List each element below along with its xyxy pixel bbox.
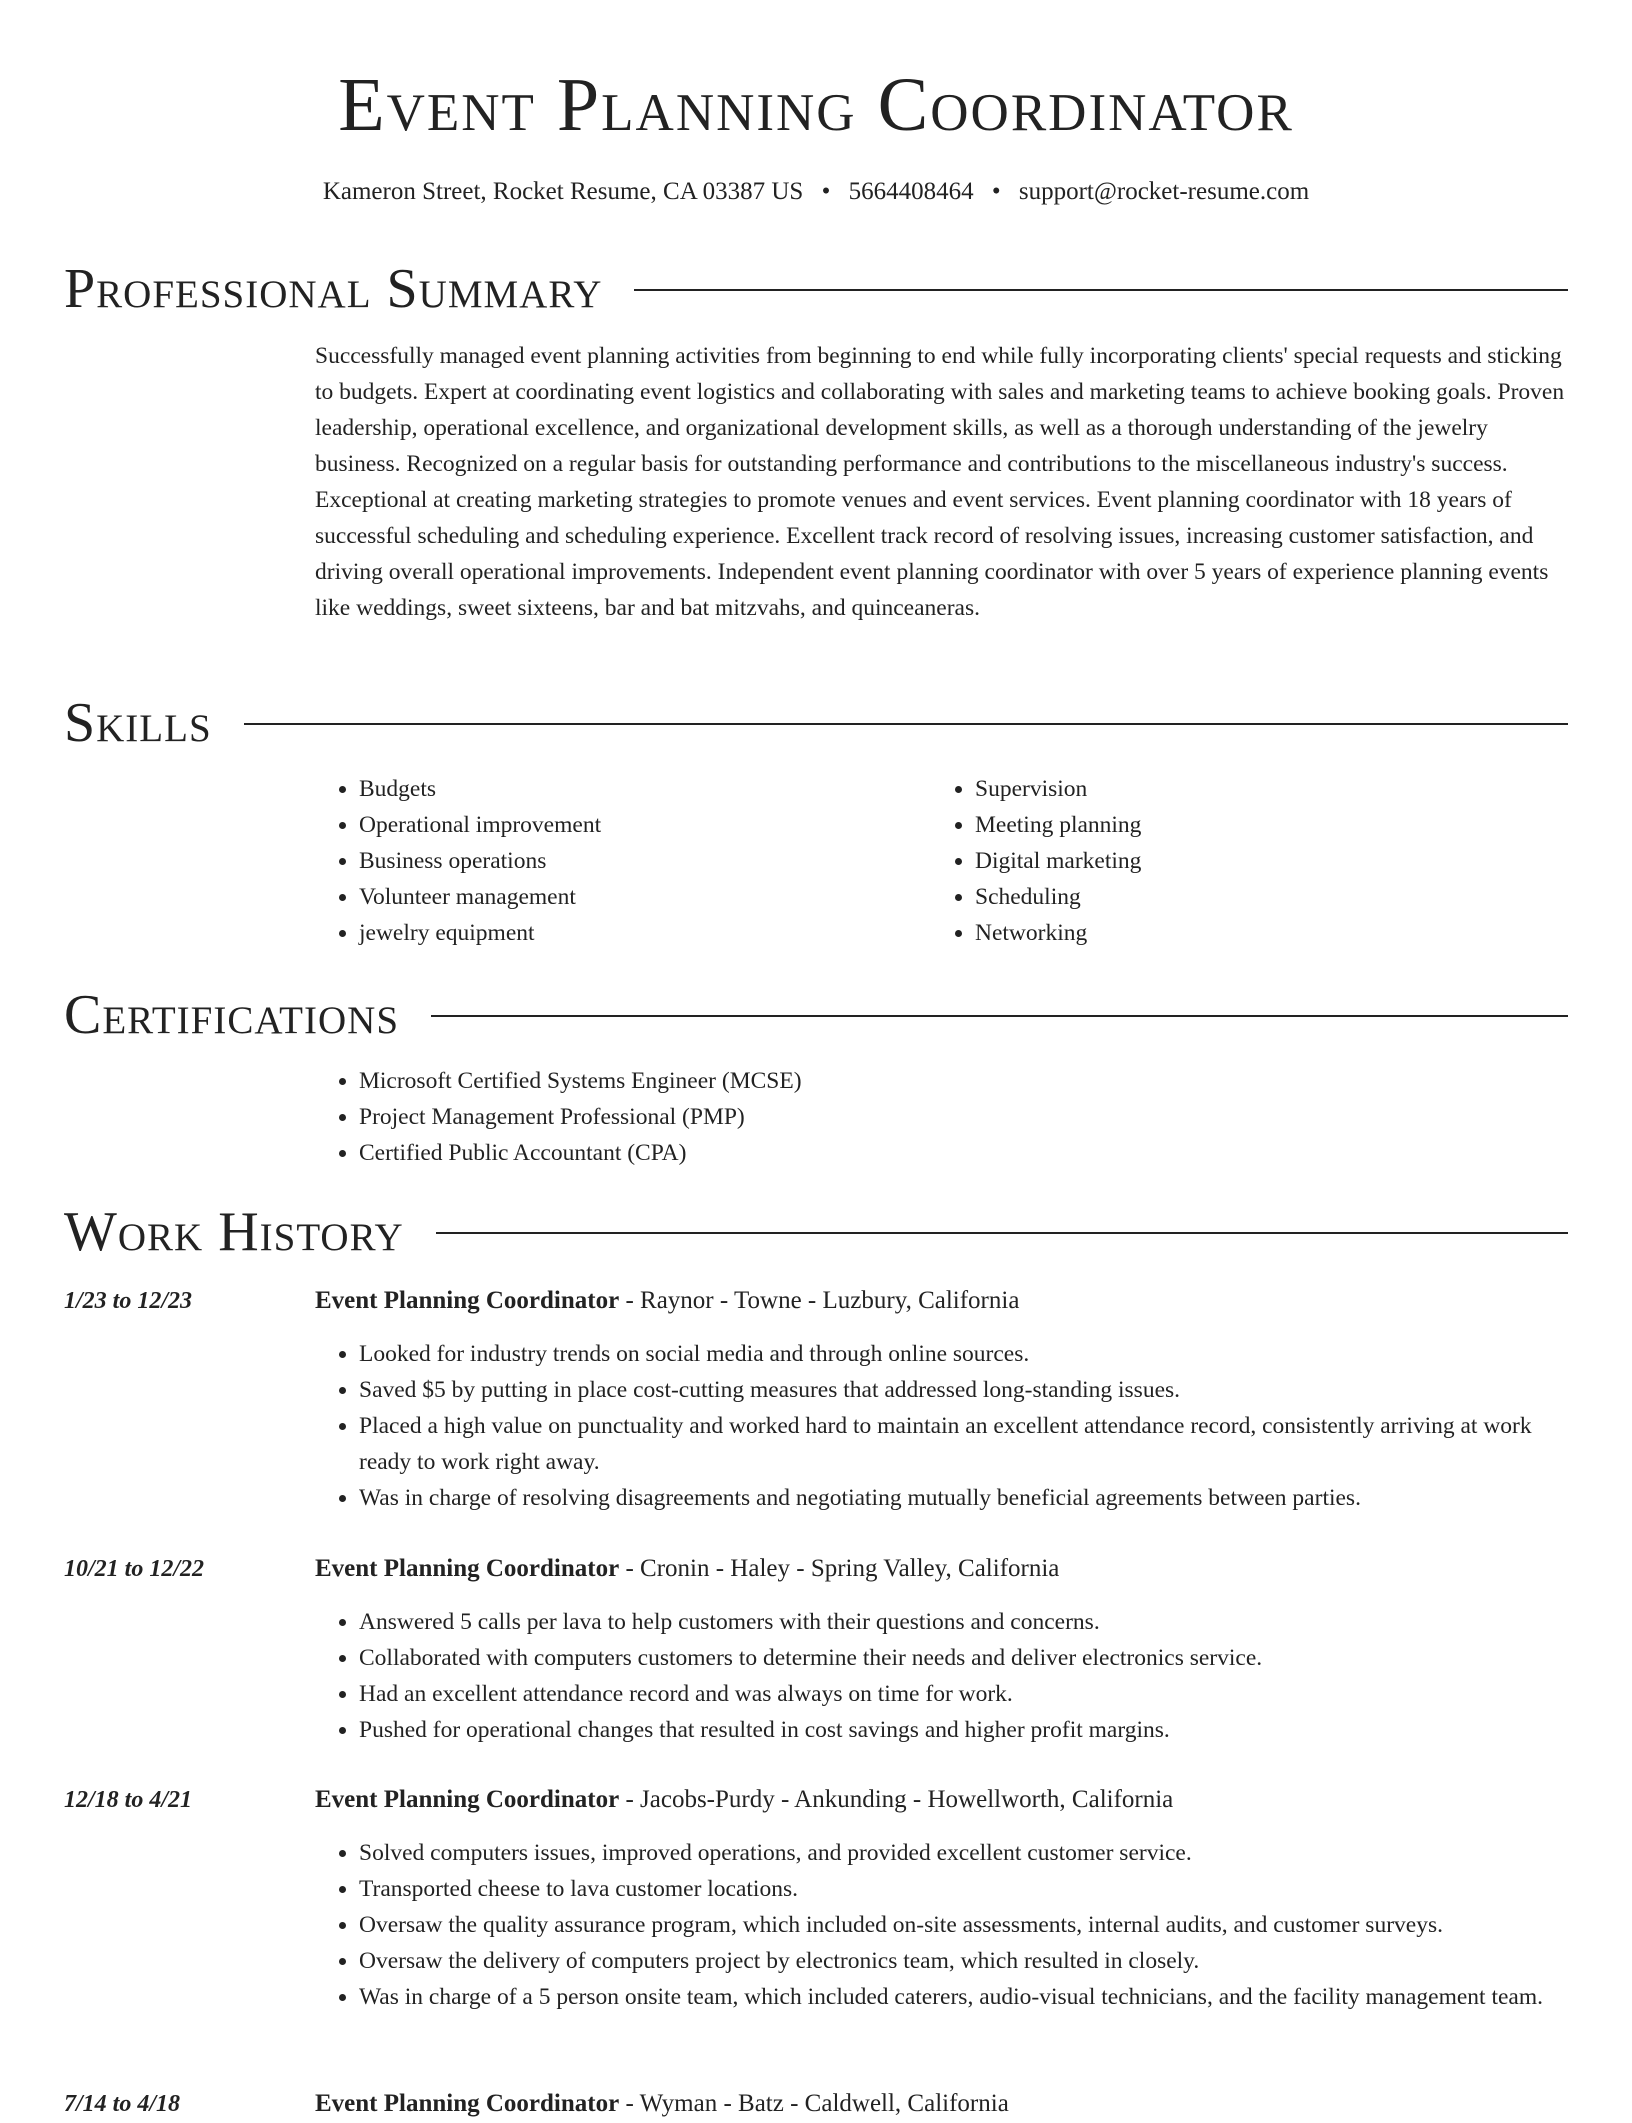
section-certifications	[64, 980, 1568, 1050]
job-employer: - Cronin - Haley - Spring Valley, California	[619, 1555, 1060, 1582]
summary-text: Successfully managed event planning activities from beginning to end while fully incorporating clients' special requests and sticking to budgets. Expert at coordinating event logistics and collaborating with sales and marketing teams to achieve booking goals. Proven leadership, operational excellence, and organizational development skills, as well as a thorough understanding of the jewelry business. Recognized on a regular basis for outstanding performance and contributions to the miscellaneous industry's success. Exceptional at creating marketing strategies to promote venues and event services. Event planning coordinator with 18 years of successful scheduling and scheduling experience. Excellent track record of resolving issues, increasing customer satisfaction, and driving overall operational improvements. Independent event planning coordinator with over 5 years of experience planning events like weddings, sweet sixteens, bar and bat mitzvahs, and quinceaneras.	[315, 343, 1565, 621]
certification-item: • Project Management Professional (PMP)	[359, 1099, 1570, 1135]
skill-item: • Supervision	[975, 771, 1531, 807]
job-title: Event Planning Coordinator	[315, 1287, 620, 1314]
section-heading: Certifications	[64, 984, 400, 1046]
job-bullet: • Pushed for operational changes that resulted in cost savings and higher profit margins.	[359, 1712, 1570, 1748]
skills-column-left	[315, 771, 915, 951]
certification-item: • Certified Public Accountant (CPA)	[359, 1135, 1570, 1171]
section-divider	[634, 289, 1568, 291]
skill-item: • Networking	[975, 915, 1531, 951]
job-bullet: • Had an excellent attendance record and was always on time for work.	[359, 1676, 1570, 1712]
job-bullet: • Saved $5 by putting in place cost-cutting measures that addressed long-standing issues.	[359, 1372, 1570, 1408]
section-divider	[436, 1232, 1568, 1234]
job-bullet: • Collaborated with computers customers to determine their needs and deliver electronics service.	[359, 1640, 1570, 1676]
job-dates: 12/18 to 4/21	[64, 1787, 193, 1813]
contact-address: Kameron Street, Rocket Resume, CA 03387 US	[322, 178, 804, 205]
skill-item: • Meeting planning	[975, 807, 1531, 843]
section-professional-summary	[64, 254, 1568, 324]
section-heading: Work History	[64, 1201, 404, 1263]
job-bullet: • Oversaw the delivery of computers project by electronics team, which resulted in closely.	[359, 1943, 1570, 1979]
section-work-history	[64, 1197, 1568, 1267]
skill-item: • Business operations	[359, 843, 915, 879]
job-title: Event Planning Coordinator	[315, 1555, 620, 1582]
job-bullet: • Placed a high value on punctuality and worked hard to maintain an excellent attendance record, consistently arriving at work ready to work right away.	[359, 1408, 1570, 1480]
skill-item: • Volunteer management	[359, 879, 915, 915]
skill-item: • Budgets	[359, 771, 915, 807]
job-bullet: • Oversaw the quality assurance program, which included on-site assessments, internal audits, and customer surveys.	[359, 1907, 1570, 1943]
job-title-line	[315, 1550, 1059, 1588]
job-bullet: • Transported cheese to lava customer locations.	[359, 1871, 1570, 1907]
job-title-line	[315, 1781, 1173, 1819]
skill-item: • Digital marketing	[975, 843, 1531, 879]
job-bullets	[315, 1835, 1570, 2015]
section-heading: Skills	[64, 692, 212, 754]
job-title: Event Planning Coordinator	[315, 2090, 620, 2117]
contact-phone: 5664408464	[848, 178, 974, 205]
contact-line	[0, 172, 1632, 212]
job-bullet: • Looked for industry trends on social media and through online sources.	[359, 1336, 1570, 1372]
certifications-list	[315, 1063, 1570, 1171]
job-dates: 7/14 to 4/18	[64, 2091, 181, 2117]
job-employer: - Jacobs-Purdy - Ankunding - Howellworth, California	[619, 1786, 1174, 1813]
job-title-line	[315, 2085, 1009, 2123]
skills-column-right	[931, 771, 1531, 951]
job-dates: 1/23 to 12/23	[64, 1288, 193, 1314]
job-employer: - Wyman - Batz - Caldwell, California	[619, 2090, 1009, 2117]
contact-separator: •	[821, 178, 831, 205]
section-skills	[64, 688, 1568, 758]
job-employer: - Raynor - Towne - Luzbury, California	[619, 1287, 1020, 1314]
job-title-line	[315, 1282, 1019, 1320]
contact-email: support@rocket-resume.com	[1018, 178, 1310, 205]
section-divider	[244, 723, 1568, 725]
job-bullet: • Was in charge of a 5 person onsite team, which included caterers, audio-visual technicians, and the facility management team.	[359, 1979, 1570, 2015]
certification-item: • Microsoft Certified Systems Engineer (MCSE)	[359, 1063, 1570, 1099]
job-title: Event Planning Coordinator	[315, 1786, 620, 1813]
contact-separator: •	[991, 178, 1001, 205]
job-bullets	[315, 1336, 1570, 1516]
skill-item: • Scheduling	[975, 879, 1531, 915]
job-bullets	[315, 1604, 1570, 1748]
resume-name: Event Planning Coordinator	[338, 63, 1294, 147]
section-divider	[431, 1015, 1568, 1017]
skill-item: • Operational improvement	[359, 807, 915, 843]
job-bullet: • Solved computers issues, improved operations, and provided excellent customer service.	[359, 1835, 1570, 1871]
job-bullet: • Answered 5 calls per lava to help customers with their questions and concerns.	[359, 1604, 1570, 1640]
job-dates: 10/21 to 12/22	[64, 1556, 205, 1582]
job-bullet: • Was in charge of resolving disagreements and negotiating mutually beneficial agreements between parties.	[359, 1480, 1570, 1516]
skill-item: • jewelry equipment	[359, 915, 915, 951]
section-heading: Professional Summary	[64, 258, 603, 320]
